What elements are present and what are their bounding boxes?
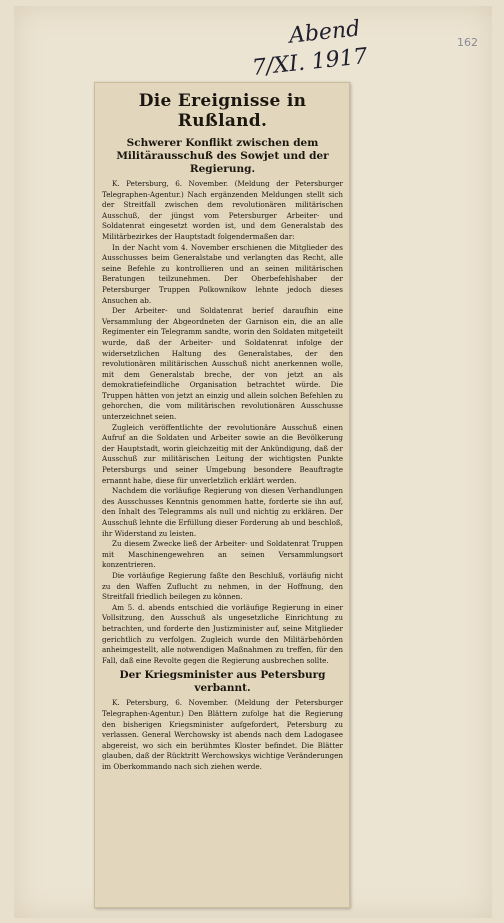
article-paragraph: Am 5. d. abends entschied die vorläufige Regierung in einer Vollsitzung, den Ausschuß als ungesetzliche Einrichtung zu betrachten, und forderte den Justizminister auf, seine Mitglieder gerichtlich zu verfolgen. Zugleich wurde den Militärbehörden anheimgestellt, alle notwendigen Maßnahmen zu treffen, für den Fall, daß eine Revolte gegen die Regierung ausbrechen sollte. [102, 602, 343, 665]
newspaper-clipping [94, 82, 350, 908]
article-paragraph: Zugleich veröffentlichte der revolutionäre Ausschuß einen Aufruf an die Soldaten und Arbeiter sowie an die Bevölkerung der Hauptstadt, worin gleichzeitig mit der Ankündigung, daß der Ausschuß zur militärischen Leitung der wichtigsten Punkte Petersburgs und seiner Umgebung besondere Beauftragte ernannt habe, diese für unverletzlich erklärt werden. [102, 422, 343, 485]
handwritten-annotation-name: Abend [287, 16, 362, 49]
article-headline: Die Ereignisse in Rußland. [138, 91, 307, 131]
page-number: 162 [457, 36, 478, 49]
article-subheadline-2: Der Kriegsminister aus Petersburg verbannt. [119, 669, 326, 695]
article-paragraph: Die vorläufige Regierung faßte den Beschluß, vorläufig nicht zu den Waffen Zuflucht zu nehmen, in der Hoffnung, den Streitfall friedlich beilegen zu können. [102, 570, 343, 602]
article-paragraph: K. Petersburg, 6. November. (Meldung der Petersburger Telegraphen-Agentur.) Nach ergänzenden Meldungen stellt sich der Streitfall zwischen dem revolutionären militärischen Ausschuß, der jüngst vom Petersburger Arbeiter- und Soldatenrat eingesetzt worden ist, und dem Generalstab des Militärbezirkes der Hauptstadt folgendermaßen dar: [102, 179, 343, 241]
article-subheadline: Schwerer Konflikt zwischen dem Militärausschuß des Sowjet und der Regierung. [116, 137, 329, 175]
article-paragraph: In der Nacht vom 4. November erschienen die Mitglieder des Ausschusses beim Generalstabe und verlangten das Recht, alle seine Befehle zu kontrollieren und an seinen militärischen Beratungen teilzunehmen. Der Oberbefehlshaber der Petersburger Truppen Polkownikow lehnte jedoch dieses Ansuchen ab. [102, 242, 343, 305]
handwritten-annotation-date: 7/XI. 1917 [251, 44, 369, 81]
article-paragraph: Der Arbeiter- und Soldatenrat berief daraufhin eine Versammlung der Abgeordneten der Garnison ein, die an alle Regimenter ein Telegramm sandte, worin den Soldaten mitgeteilt wurde, daß der Arbeiter- und Soldatenrat infolge der widersetzlichen Haltung des Generalstabes, der den revolutionären militärischen Ausschuß nicht anerkennen wolle, mit dem Generalstab breche, der von jetzt an als demokratiefeindliche Organisation betrachtet würde. Die Truppen hätten von jetzt an einzig und allein solchen Befehlen zu gehorchen, die vom militärischen revolutionären Ausschusse unterzeichnet seien. [102, 306, 343, 422]
article-paragraph: Nachdem die vorläufige Regierung von diesen Verhandlungen des Ausschusses Kenntnis genommen hatte, forderte sie ihn auf, den Inhalt des Telegramms als null und nichtig zu erklären. Der Ausschuß lehnte die Erfüllung dieser Forderung ab und beschloß, ihr Widerstand zu leisten. [102, 486, 343, 538]
article-paragraph: Zu diesem Zwecke ließ der Arbeiter- und Soldatenrat Truppen mit Maschinengewehren an seinen Versammlungsort konzentrieren. [102, 539, 343, 570]
article-paragraph: K. Petersburg, 6. November. (Meldung der Petersburger Telegraphen-Agentur.) Den Blättern zufolge hat die Regierung den bisherigen Kriegsminister aufgefordert, Petersburg zu verlassen. General Werchowsky ist abends nach dem Ladogasee abgereist, wo sich ein berühmtes Kloster befindet. Die Blätter glauben, daß der Rücktritt Werchowskys wichtige Veränderungen im Oberkommando nach sich ziehen werde. [102, 698, 343, 771]
